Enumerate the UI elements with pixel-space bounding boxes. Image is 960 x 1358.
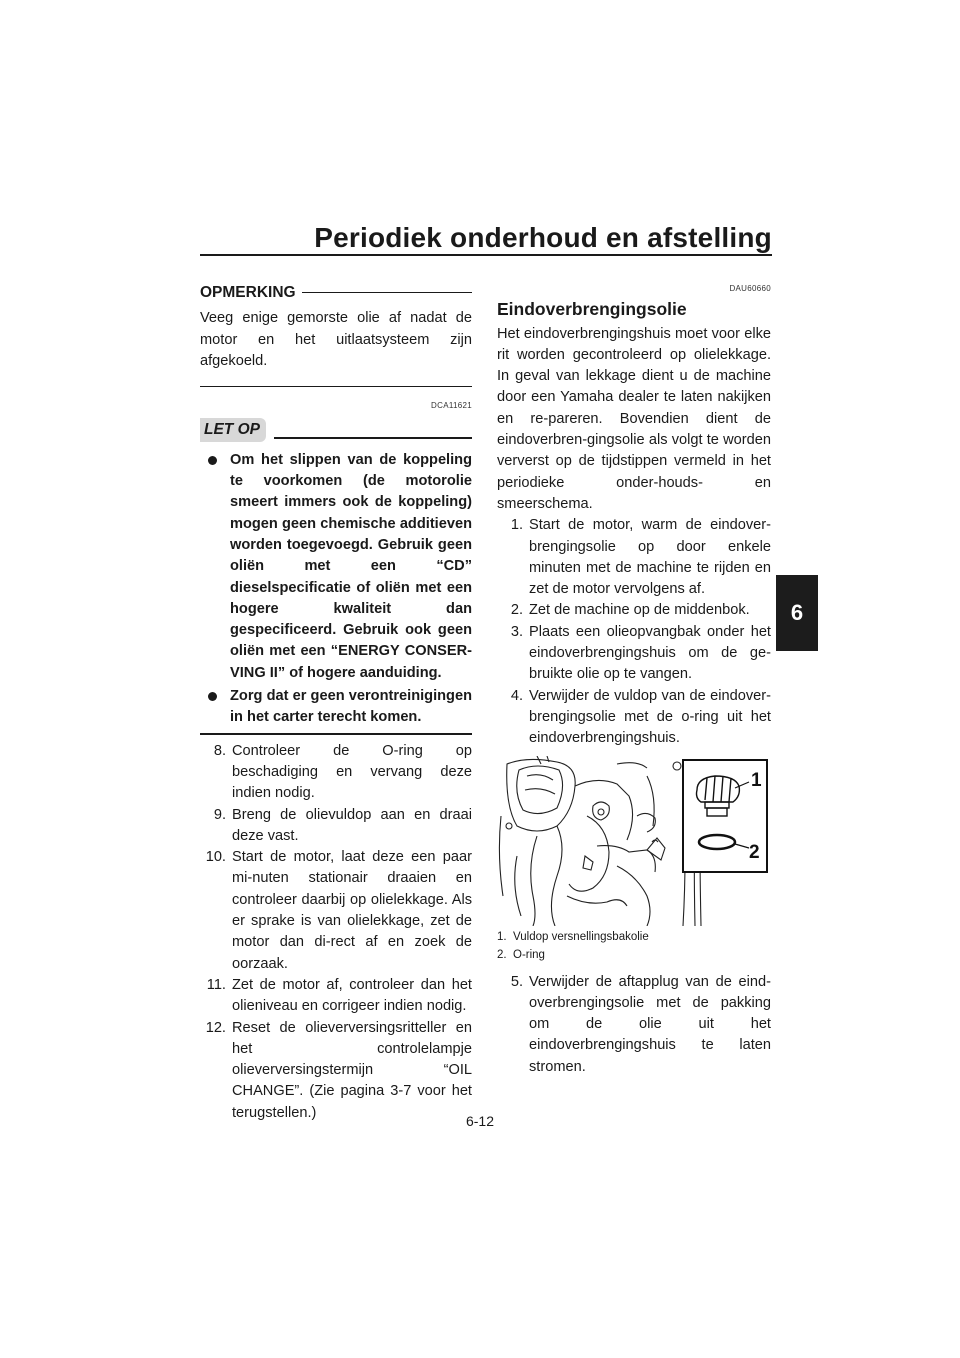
caution-list [200, 450, 472, 729]
note-heading [200, 282, 472, 303]
engine-drawing [497, 756, 771, 926]
caution-heading [200, 418, 472, 441]
section-intro: Het eindoverbrengingshuis moet voor elke rit worden gecontroleerd op olielekkage. In geval van lekkage dient u de machine door een Yamaha dealer te laten nakijken en re-pareren. Bovendien dient de eindoverbren-gingsolie als volgt te worden ververst op de tijdstippen vermeld in het periodieke onder-houds- en smeerschema. [497, 325, 771, 512]
callout-label-2: 2 [749, 841, 760, 863]
figure-captions [497, 928, 771, 964]
callout-label-1: 1 [751, 769, 762, 791]
section-title: Eindoverbrengingsolie [497, 299, 687, 320]
step-item: 2. Zet de machine op de middenbok. [510, 602, 750, 619]
right-column [497, 270, 771, 1078]
caption-item: 1. Vuldop versnellingsbakolie [497, 930, 649, 943]
bullet-dot-icon [208, 456, 217, 465]
note-end-rule [200, 386, 472, 387]
caution-code: DCA11621 [431, 401, 472, 411]
caption-item: 2. O-ring [497, 948, 545, 961]
note-heading-rule [302, 292, 472, 293]
step-item: 1. Start de motor, warm de eindover-brengingsolie op door enkele minuten met de machine te rijden en zet de motor vervolgens af. [510, 517, 771, 598]
note-text: Veeg enige gemorste olie af nadat de motor en het uitlaatsysteem zijn afgekoeld. [200, 310, 472, 369]
right-steps [497, 515, 771, 749]
step-item: 3. Plaats een olieopvangbak onder het eindoverbrengingshuis om de ge-bruikte olie op te vangen. [510, 623, 771, 683]
page-number: 6-12 [465, 1113, 495, 1129]
header-rule [200, 254, 772, 256]
step-item: 5. Verwijder de aftapplug van de eind-overbrengingsolie met de pakking om de olie uit het eindoverbrengingshuis te laten stromen. [510, 973, 771, 1075]
page-title: Periodiek onderhoud en afstelling [314, 222, 772, 253]
step-item: 12. Reset de olieverversingsritteller en het controlelampje olieverversingstermijn “OIL CHANGE”. (Zie pagina 3-7 voor het terugstellen.) [205, 1019, 472, 1121]
caution-bullet: Zorg dat er geen verontreinigingen in het carter terecht komen. [200, 686, 472, 729]
section-code: DAU60660 [729, 284, 771, 293]
step-item: 10. Start de motor, laat deze een paar mi-nuten stationair draaien en controleer daarbij op olielekkage. Als er sprake is van olielekkage, zet de motor dan di-rect af en zoek de oorzaak. [205, 849, 472, 972]
bullet-dot-icon [208, 692, 217, 701]
chapter-tab: 6 [776, 575, 818, 651]
left-steps [200, 741, 472, 1124]
step-item: 4. Verwijder de vuldop van de eindover-brengingsolie met de o-ring uit het eindoverbrengingshuis. [510, 687, 771, 747]
step-item: 11. Zet de motor af, controleer dan het olieniveau en corrigeer indien nodig. [206, 976, 472, 1015]
step-item: 8. Controleer de O-ring op beschadiging en vervang deze indien nodig. [213, 742, 472, 802]
filler-cap-illustration [497, 756, 771, 926]
caution-label: LET OP [200, 418, 266, 441]
caution-end-rule [200, 733, 472, 735]
note-title: OPMERKING [200, 284, 296, 301]
right-steps-after [497, 972, 771, 1078]
caution-bullet: Om het slippen van de koppeling te voorkomen (de motorolie smeert immers ook de koppeling) mogen geen chemische additieven worden toegevoegd. Gebruik geen oliën met een “CD” dieselspecificatie of oliën met een hogere kwaliteit dan gespecificeerd. Gebruik ook geen oliën met een “ENERGY CONSER-VING II” of hogere aanduiding. [200, 450, 472, 684]
caution-heading-rule [274, 437, 472, 439]
left-column [200, 270, 472, 1124]
step-item: 9. Breng de olievuldop aan en draai deze vast. [213, 806, 472, 844]
